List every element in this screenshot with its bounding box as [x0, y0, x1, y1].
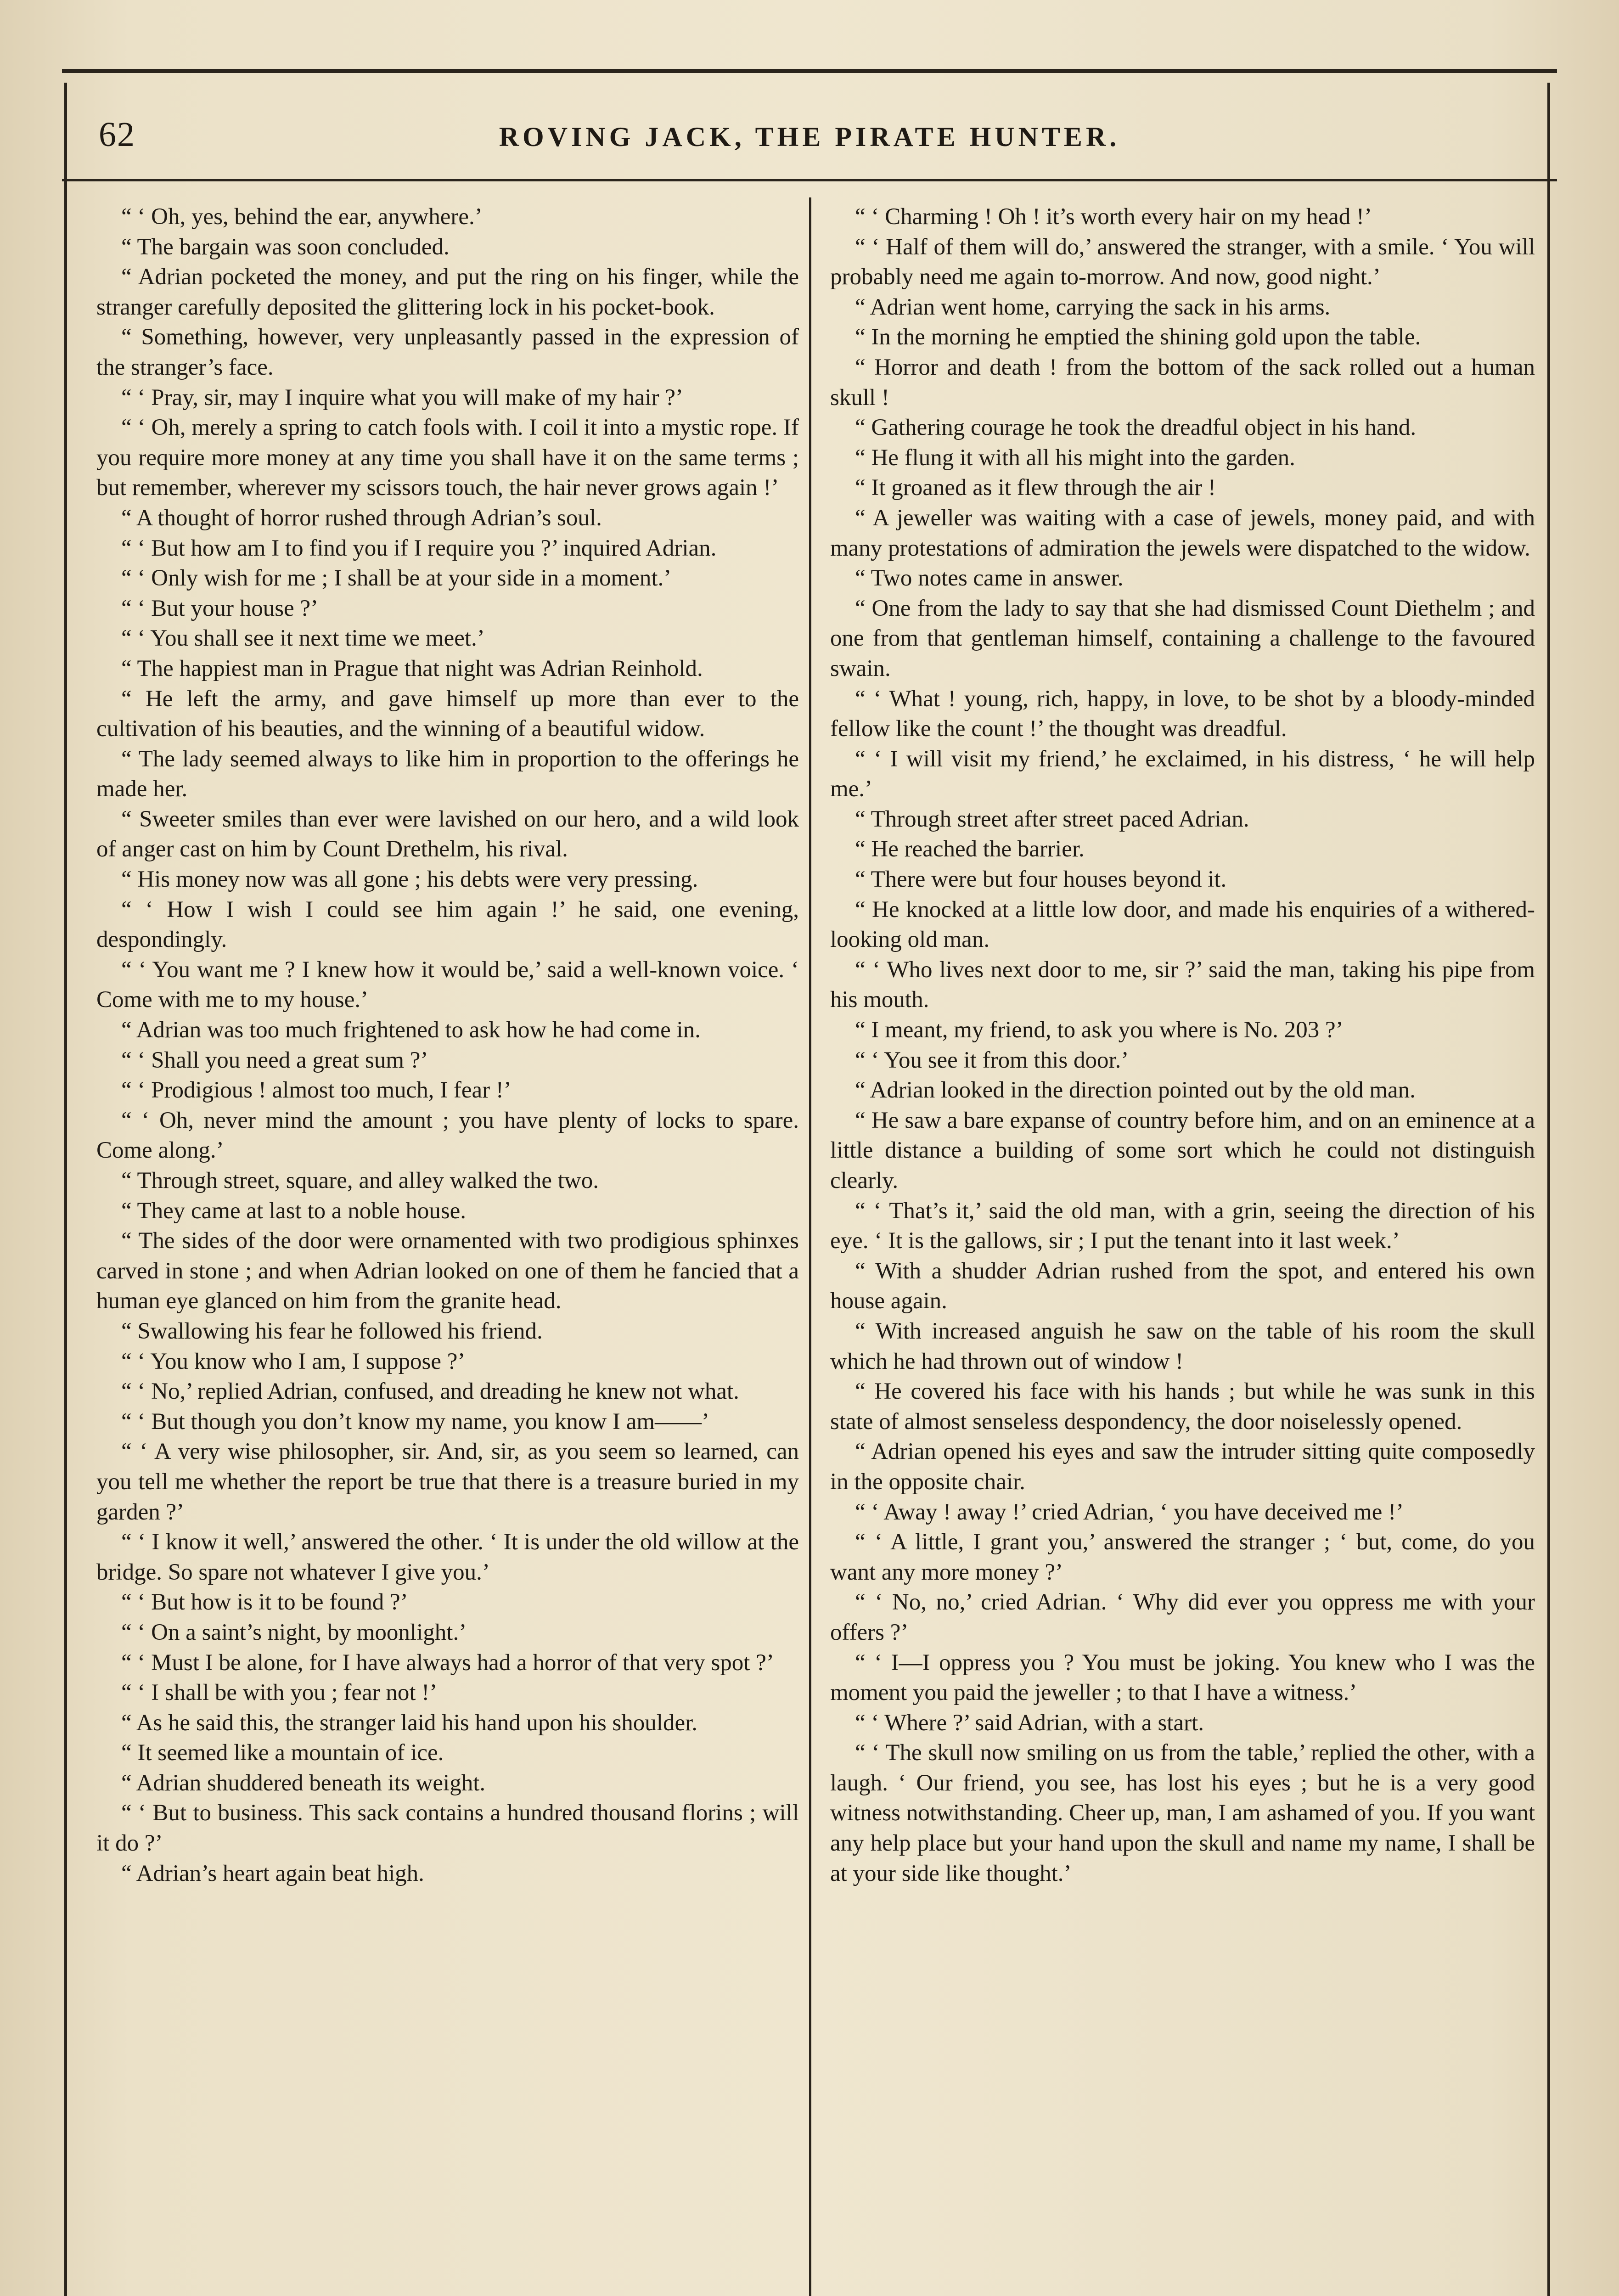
paragraph: “ The happiest man in Prague that night was Adrian Reinhold. [121, 655, 703, 681]
paragraph: “ ‘ Who lives next door to me, sir ?’ said the man, taking his pipe from his mouth. [830, 957, 1535, 1013]
page-number: 62 [99, 115, 135, 154]
paragraph: “ Adrian looked in the direction pointed out by the old man. [855, 1077, 1416, 1103]
paragraph: “ With increased anguish he saw on the table of his room the skull which he had thrown out of window ! [830, 1318, 1535, 1374]
paragraph: “ It groaned as it flew through the air ! [855, 475, 1216, 501]
paragraph: “ ‘ But to business. This sack contains a hundred thousand florins ; will it do ?’ [96, 1800, 799, 1857]
paragraph: “ Swallowing his fear he followed his friend. [121, 1318, 543, 1344]
running-title: ROVING JACK, THE PIRATE HUNTER. [499, 122, 1120, 152]
paragraph: “ ‘ That’s it,’ said the old man, with a grin, seeing the direction of his eye. ‘ It is the gallows, sir ; I put the tenant into it last week.’ [830, 1198, 1535, 1254]
paragraph: “ He knocked at a little low door, and made his enquiries of a withered-looking old man. [830, 896, 1535, 953]
paragraph: “ Two notes came in answer. [855, 565, 1124, 591]
paragraph: “ ‘ But your house ?’ [121, 595, 319, 621]
paragraph: “ ‘ Half of them will do,’ answered the stranger, with a smile. ‘ You will probably need me again to-morrow. And now, good night.’ [830, 234, 1535, 290]
paragraph: “ ‘ Charming ! Oh ! it’s worth every hair on my head !’ [855, 204, 1372, 230]
paragraph: “ He reached the barrier. [855, 836, 1085, 862]
paragraph: “ A jeweller was waiting with a case of jewels, money paid, and with many protestations of admiration the jewels were dispatched to the widow. [830, 505, 1535, 561]
paragraph: “ ‘ I shall be with you ; fear not !’ [121, 1680, 438, 1706]
paragraph: “ ‘ You want me ? I knew how it would be,’ said a well-known voice. ‘ Come with me to my house.’ [96, 957, 799, 1013]
paragraph: “ The sides of the door were ornamented with two prodigious sphinxes carved in stone ; and when Adrian looked on one of them he fancied that a human eye glanced on him from the granite head. [96, 1228, 799, 1314]
paragraph: “ ‘ How I wish I could see him again !’ he said, one evening, despondingly. [96, 896, 799, 953]
paragraph: “ ‘ A little, I grant you,’ answered the stranger ; ‘ but, come, do you want any more money ?’ [830, 1529, 1535, 1585]
paragraph: “ Adrian was too much frightened to ask how he had come in. [121, 1017, 701, 1043]
paragraph: “ One from the lady to say that she had dismissed Count Diethelm ; and one from that gentleman himself, containing a challenge to the favoured swain. [830, 595, 1535, 681]
paragraph: “ The lady seemed always to like him in proportion to the offerings he made her. [96, 746, 799, 802]
paragraph: “ Something, however, very unpleasantly passed in the expression of the stranger’s face. [96, 324, 799, 380]
paragraph: “ ‘ No,’ replied Adrian, confused, and dreading he knew not what. [121, 1379, 739, 1405]
paragraph: “ With a shudder Adrian rushed from the spot, and entered his own house again. [830, 1258, 1535, 1314]
paragraph: “ He covered his face with his hands ; but while he was sunk in this state of almost senseless despondency, the door noiselessly opened. [830, 1379, 1535, 1435]
paragraph: “ ‘ Shall you need a great sum ?’ [121, 1047, 428, 1073]
paragraph: “ ‘ Oh, merely a spring to catch fools with. I coil it into a mystic rope. If you require more money at any time you shall have it on the same terms ; but remember, wherever my scissors touch, the hair never grows again !’ [96, 415, 799, 501]
paragraph: “ ‘ No, no,’ cried Adrian. ‘ Why did ever you oppress me with your offers ?’ [830, 1589, 1535, 1645]
paragraph: “ Adrian went home, carrying the sack in his arms. [855, 294, 1331, 320]
paragraph: “ ‘ Oh, never mind the amount ; you have plenty of locks to spare. Come along.’ [96, 1107, 799, 1164]
page-header [62, 92, 1557, 165]
paragraph: “ ‘ Pray, sir, may I inquire what you will make of my hair ?’ [121, 384, 683, 411]
right-text-column [830, 202, 1535, 1889]
paragraph: “ ‘ What ! young, rich, happy, in love, to be shot by a bloody-minded fellow like the count !’ the thought was dreadful. [830, 686, 1535, 742]
paragraph: “ ‘ But though you don’t know my name, you know I am——’ [121, 1408, 710, 1435]
paragraph: “ As he said this, the stranger laid his hand upon his shoulder. [121, 1710, 698, 1736]
paragraph: “ He flung it with all his might into the garden. [855, 445, 1295, 471]
paragraph: “ Adrian shuddered beneath its weight. [121, 1770, 486, 1796]
paragraph: “ Adrian’s heart again beat high. [121, 1860, 424, 1886]
paragraph: “ He left the army, and gave himself up more than ever to the cultivation of his beauties, and the winning of a beautiful widow. [96, 686, 799, 742]
paragraph: “ ‘ The skull now smiling on us from the table,’ replied the other, with a laugh. ‘ Our friend, you see, has lost his eyes ; but he is a very good witness notwithstanding. Cheer up, man, I am ashamed of you. If you want any help place but your hand upon the skull and name my name, I shall be at your side like thought.’ [830, 1740, 1535, 1886]
paragraph: “ ‘ On a saint’s night, by moonlight.’ [121, 1619, 467, 1645]
paragraph: “ ‘ You know who I am, I suppose ?’ [121, 1348, 466, 1374]
paragraph: “ ‘ But how is it to be found ?’ [121, 1589, 408, 1615]
paragraph: “ ‘ Prodigious ! almost too much, I fear !’ [121, 1077, 512, 1103]
paragraph: “ Through street, square, and alley walked the two. [121, 1168, 599, 1193]
paragraph: “ His money now was all gone ; his debts were very pressing. [121, 867, 698, 893]
paragraph: “ The bargain was soon concluded. [121, 234, 450, 260]
paragraph: “ There were but four houses beyond it. [855, 867, 1227, 893]
paragraph: “ ‘ A very wise philosopher, sir. And, sir, as you seem so learned, can you tell me whether the report be true that there is a treasure buried in my garden ?’ [96, 1439, 799, 1525]
paragraph: “ Sweeter smiles than ever were lavished on our hero, and a wild look of anger cast on him by Count Drethelm, his rival. [96, 806, 799, 862]
paragraph: “ A thought of horror rushed through Adrian’s soul. [121, 505, 602, 531]
paragraph: “ ‘ I know it well,’ answered the other. ‘ It is under the old willow at the bridge. So spare not whatever I give you.’ [96, 1529, 799, 1585]
paragraph: “ It seemed like a mountain of ice. [121, 1740, 444, 1766]
paragraph: “ ‘ You shall see it next time we meet.’ [121, 625, 485, 652]
top-rule [62, 69, 1557, 73]
paragraph: “ They came at last to a noble house. [121, 1198, 467, 1224]
paragraph: “ ‘ Only wish for me ; I shall be at your side in a moment.’ [121, 565, 672, 591]
paragraph: “ ‘ But how am I to find you if I require you ?’ inquired Adrian. [121, 535, 717, 561]
paragraph: “ ‘ Where ?’ said Adrian, with a start. [855, 1710, 1204, 1736]
paragraph: “ ‘ I will visit my friend,’ he exclaimed, in his distress, ‘ he will help me.’ [830, 746, 1535, 802]
paragraph: “ ‘ Must I be alone, for I have always had a horror of that very spot ?’ [121, 1649, 774, 1676]
paragraph: “ ‘ You see it from this door.’ [855, 1047, 1129, 1073]
paragraph: “ ‘ Away ! away !’ cried Adrian, ‘ you have deceived me !’ [855, 1499, 1404, 1525]
paragraph: “ Through street after street paced Adrian. [855, 806, 1249, 832]
paragraph: “ Gathering courage he took the dreadful object in his hand. [855, 415, 1417, 441]
paragraph: “ Horror and death ! from the bottom of the sack rolled out a human skull ! [830, 354, 1535, 411]
paragraph: “ Adrian opened his eyes and saw the intruder sitting quite composedly in the opposite chair. [830, 1439, 1535, 1495]
left-text-column [96, 202, 799, 1889]
column-divider [809, 197, 811, 2296]
paragraph: “ Adrian pocketed the money, and put the ring on his finger, while the stranger carefully deposited the glittering lock in his pocket-book. [96, 264, 799, 320]
paragraph: “ In the morning he emptied the shining gold upon the table. [855, 324, 1421, 350]
paragraph: “ ‘ Oh, yes, behind the ear, anywhere.’ [121, 204, 483, 230]
paragraph: “ He saw a bare expanse of country before him, and on an eminence at a little distance a building of some sort which he could not distinguish clearly. [830, 1107, 1535, 1193]
paragraph: “ I meant, my friend, to ask you where is No. 203 ?’ [855, 1017, 1344, 1043]
header-rule [62, 179, 1557, 181]
paragraph: “ ‘ I—I oppress you ? You must be joking. You knew who I was the moment you paid the jeweller ; to that I have a witness.’ [830, 1649, 1535, 1706]
